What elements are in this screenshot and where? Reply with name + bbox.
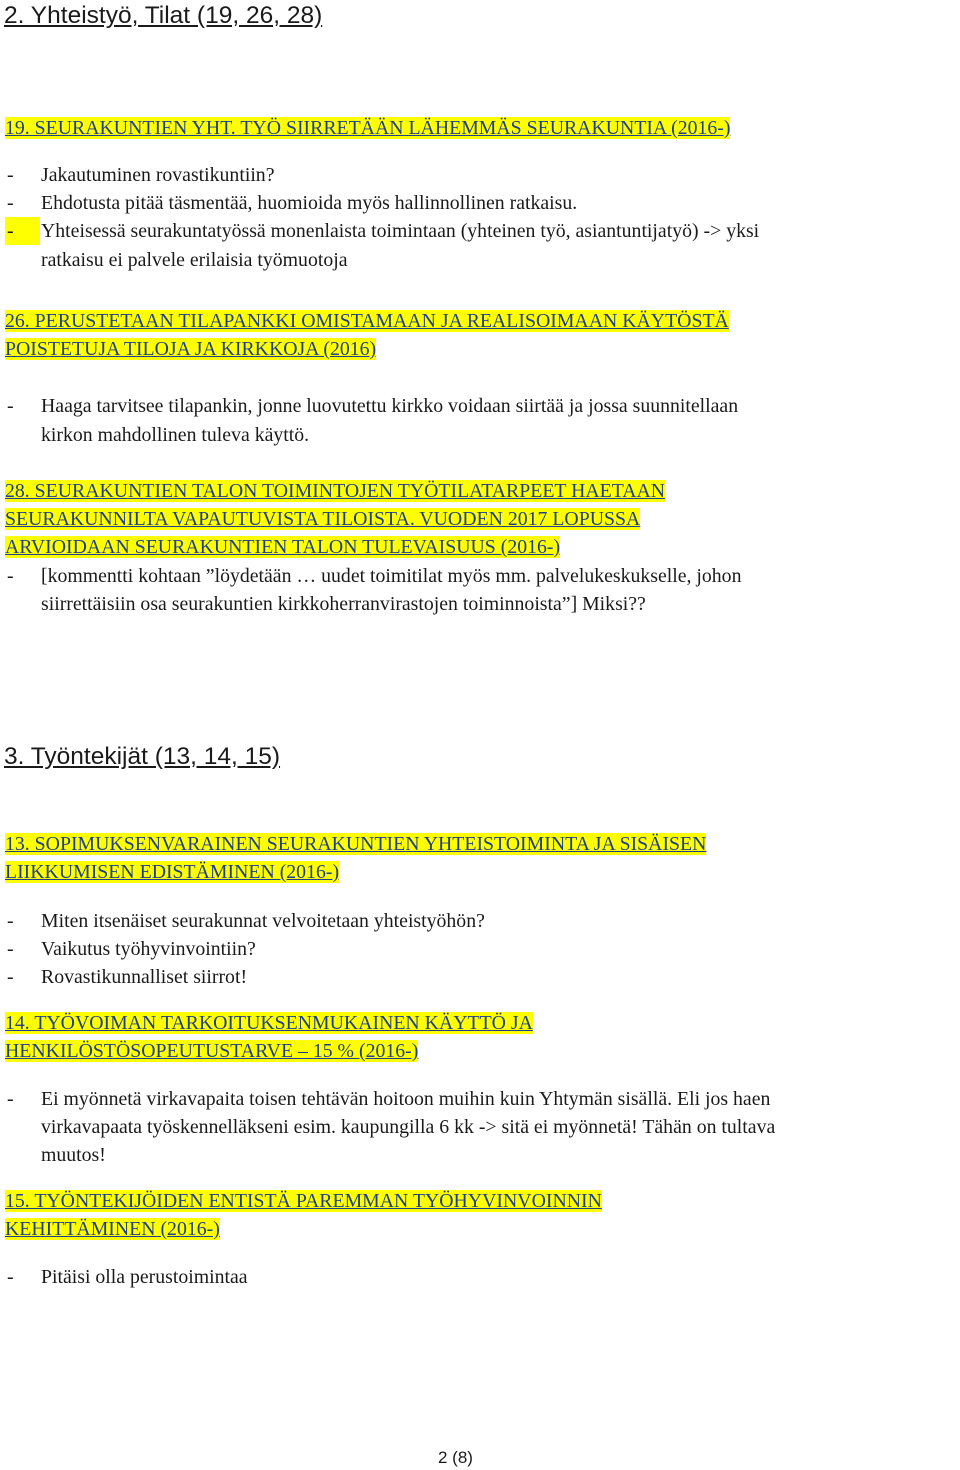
item-26-title: [5, 307, 729, 363]
item-13-bullet-1: Miten itsenäiset seurakunnat velvoitetaan yhteistyöhön?: [41, 910, 485, 932]
section-heading-3: 3. Työntekijät (13, 14, 15): [4, 743, 281, 770]
item-28-title-line-2: SEURAKUNNILTA VAPAUTUVISTA TILOISTA. VUODEN 2017 LOPUSSA: [5, 508, 641, 530]
item-28-title-line-3: ARVIOIDAAN SEURAKUNTIEN TALON TULEVAISUUS (2016-): [5, 536, 561, 558]
item-15-title: [5, 1187, 602, 1243]
item-26-bullet-1-line-2: kirkon mahdollinen tuleva käyttö.: [41, 424, 310, 446]
item-19-bullet-3-line-1: Yhteisessä seurakuntatyössä monenlaista toimintaan (yhteinen työ, asiantuntijatyö) -> yksi: [41, 220, 760, 242]
item-14-title-line-2: HENKILÖSTÖSOPEUTUSTARVE – 15 % (2016-): [5, 1040, 419, 1062]
item-28-title: [5, 477, 665, 561]
item-15-title-line-2: KEHITTÄMINEN (2016-): [5, 1218, 220, 1240]
page-number: 2 (8): [438, 1448, 473, 1467]
item-19-bullet-3-line-2: ratkaisu ei palvele erilaisia työmuotoja: [41, 249, 348, 271]
bullet-marker: -: [7, 966, 14, 988]
item-28-title-line-1: 28. SEURAKUNTIEN TALON TOIMINTOJEN TYÖTILATARPEET HAETAAN: [5, 480, 666, 502]
item-28-bullet-1-line-2: siirrettäisiin osa seurakuntien kirkkoherranvirastojen toiminnoista”] Miksi??: [41, 593, 646, 615]
item-26-title-line-1: 26. PERUSTETAAN TILAPANKKI OMISTAMAAN JA REALISOIMAAN KÄYTÖSTÄ: [5, 310, 729, 332]
item-14-title-line-1: 14. TYÖVOIMAN TARKOITUKSENMUKAINEN KÄYTTÖ JA: [5, 1012, 533, 1034]
bullet-marker-highlighted: -: [5, 217, 40, 245]
bullet-marker: -: [7, 164, 14, 186]
item-15-title-line-1: 15. TYÖNTEKIJÖIDEN ENTISTÄ PAREMMAN TYÖHYVINVOINNIN: [5, 1190, 602, 1212]
item-15-bullet-1: Pitäisi olla perustoimintaa: [41, 1266, 248, 1288]
item-14-bullet-1-line-2: virkavapaata työskennelläkseni esim. kaupungilla 6 kk -> sitä ei myönnetä! Tähän on tultava: [41, 1116, 776, 1138]
item-14-bullet-1-line-1: Ei myönnetä virkavapaita toisen tehtävän hoitoon muihin kuin Yhtymän sisällä. Eli jos haen: [41, 1088, 771, 1110]
item-14-title: [5, 1009, 533, 1065]
item-26-title-line-2: POISTETUJA TILOJA JA KIRKKOJA (2016): [5, 338, 377, 360]
item-13-title: [5, 830, 706, 886]
item-19-title-line-1: 19. SEURAKUNTIEN YHT. TYÖ SIIRRETÄÄN LÄHEMMÄS SEURAKUNTIA (2016-): [5, 117, 731, 139]
bullet-marker: -: [7, 1088, 14, 1110]
item-13-title-line-2: LIIKKUMISEN EDISTÄMINEN (2016-): [5, 861, 340, 883]
item-26-bullet-1-line-1: Haaga tarvitsee tilapankin, jonne luovutettu kirkko voidaan siirtää ja jossa suunnitellaan: [41, 395, 739, 417]
bullet-marker: -: [7, 938, 14, 960]
bullet-marker: -: [7, 910, 14, 932]
bullet-marker: -: [7, 395, 14, 417]
item-19-bullet-2: Ehdotusta pitää täsmentää, huomioida myös hallinnollinen ratkaisu.: [41, 192, 578, 214]
item-13-bullet-3: Rovastikunnalliset siirrot!: [41, 966, 248, 988]
item-19-bullet-1: Jakautuminen rovastikuntiin?: [41, 164, 275, 186]
bullet-marker: -: [7, 192, 14, 214]
item-14-bullet-1-line-3: muutos!: [41, 1144, 106, 1166]
section-heading-2: 2. Yhteistyö, Tilat (19, 26, 28): [4, 2, 323, 29]
bullet-marker: -: [7, 1266, 14, 1288]
bullet-marker: -: [7, 565, 14, 587]
item-13-bullet-2: Vaikutus työhyvinvointiin?: [41, 938, 256, 960]
item-13-title-line-1: 13. SOPIMUKSENVARAINEN SEURAKUNTIEN YHTEISTOIMINTA JA SISÄISEN: [5, 833, 707, 855]
item-28-bullet-1-line-1: [kommentti kohtaan ”löydetään … uudet toimitilat myös mm. palvelukeskukselle, johon: [41, 565, 742, 587]
item-19-title: [5, 114, 730, 142]
